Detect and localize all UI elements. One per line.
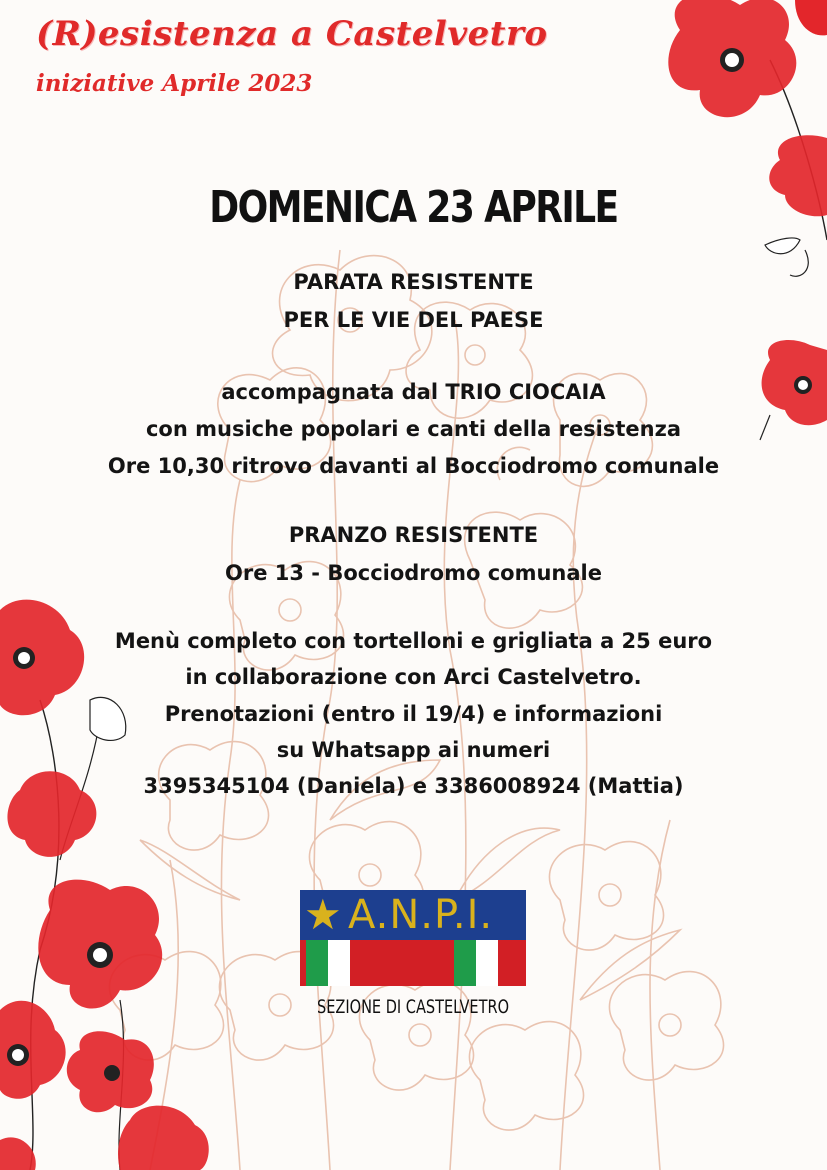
- event-date: DOMENICA 23 APRILE: [209, 182, 618, 233]
- lunch-title: PRANZO RESISTENTE: [288, 523, 539, 547]
- booking-line: Prenotazioni (entro il 19/4) e informazioni: [164, 702, 663, 726]
- anpi-logo: [300, 890, 526, 996]
- star-icon: ★: [304, 890, 342, 939]
- event-series-title: (R)esistenza a Castelvetro: [36, 14, 548, 54]
- parade-meeting-time: Ore 10,30 ritrovo davanti al Bocciodromo comunale: [107, 454, 720, 478]
- parade-title-line-2: PER LE VIE DEL PAESE: [283, 308, 544, 332]
- menu-line: Menù completo con tortelloni e grigliata a 25 euro: [114, 629, 713, 653]
- anpi-logo-banner: [300, 890, 526, 940]
- lunch-time-place: Ore 13 - Bocciodromo comunale: [225, 561, 602, 585]
- collaboration-line: in collaborazione con Arci Castelvetro.: [185, 665, 642, 689]
- phone-numbers-line: 3395345104 (Daniela) e 3386008924 (Mattia): [143, 774, 684, 798]
- italian-flags-stripe: [300, 940, 526, 986]
- parade-songs-line: con musiche popolari e canti della resistenza: [145, 417, 682, 441]
- anpi-section-name: SEZIONE DI CASTELVETRO: [316, 996, 510, 1018]
- parade-music-line: accompagnata dal TRIO CIOCAIA: [221, 380, 606, 404]
- parade-title-line-1: PARATA RESISTENTE: [293, 270, 534, 294]
- event-series-subtitle: iniziative Aprile 2023: [36, 70, 313, 97]
- whatsapp-line: su Whatsapp ai numeri: [276, 738, 551, 762]
- anpi-logo-text: A.N.P.I.: [348, 892, 494, 938]
